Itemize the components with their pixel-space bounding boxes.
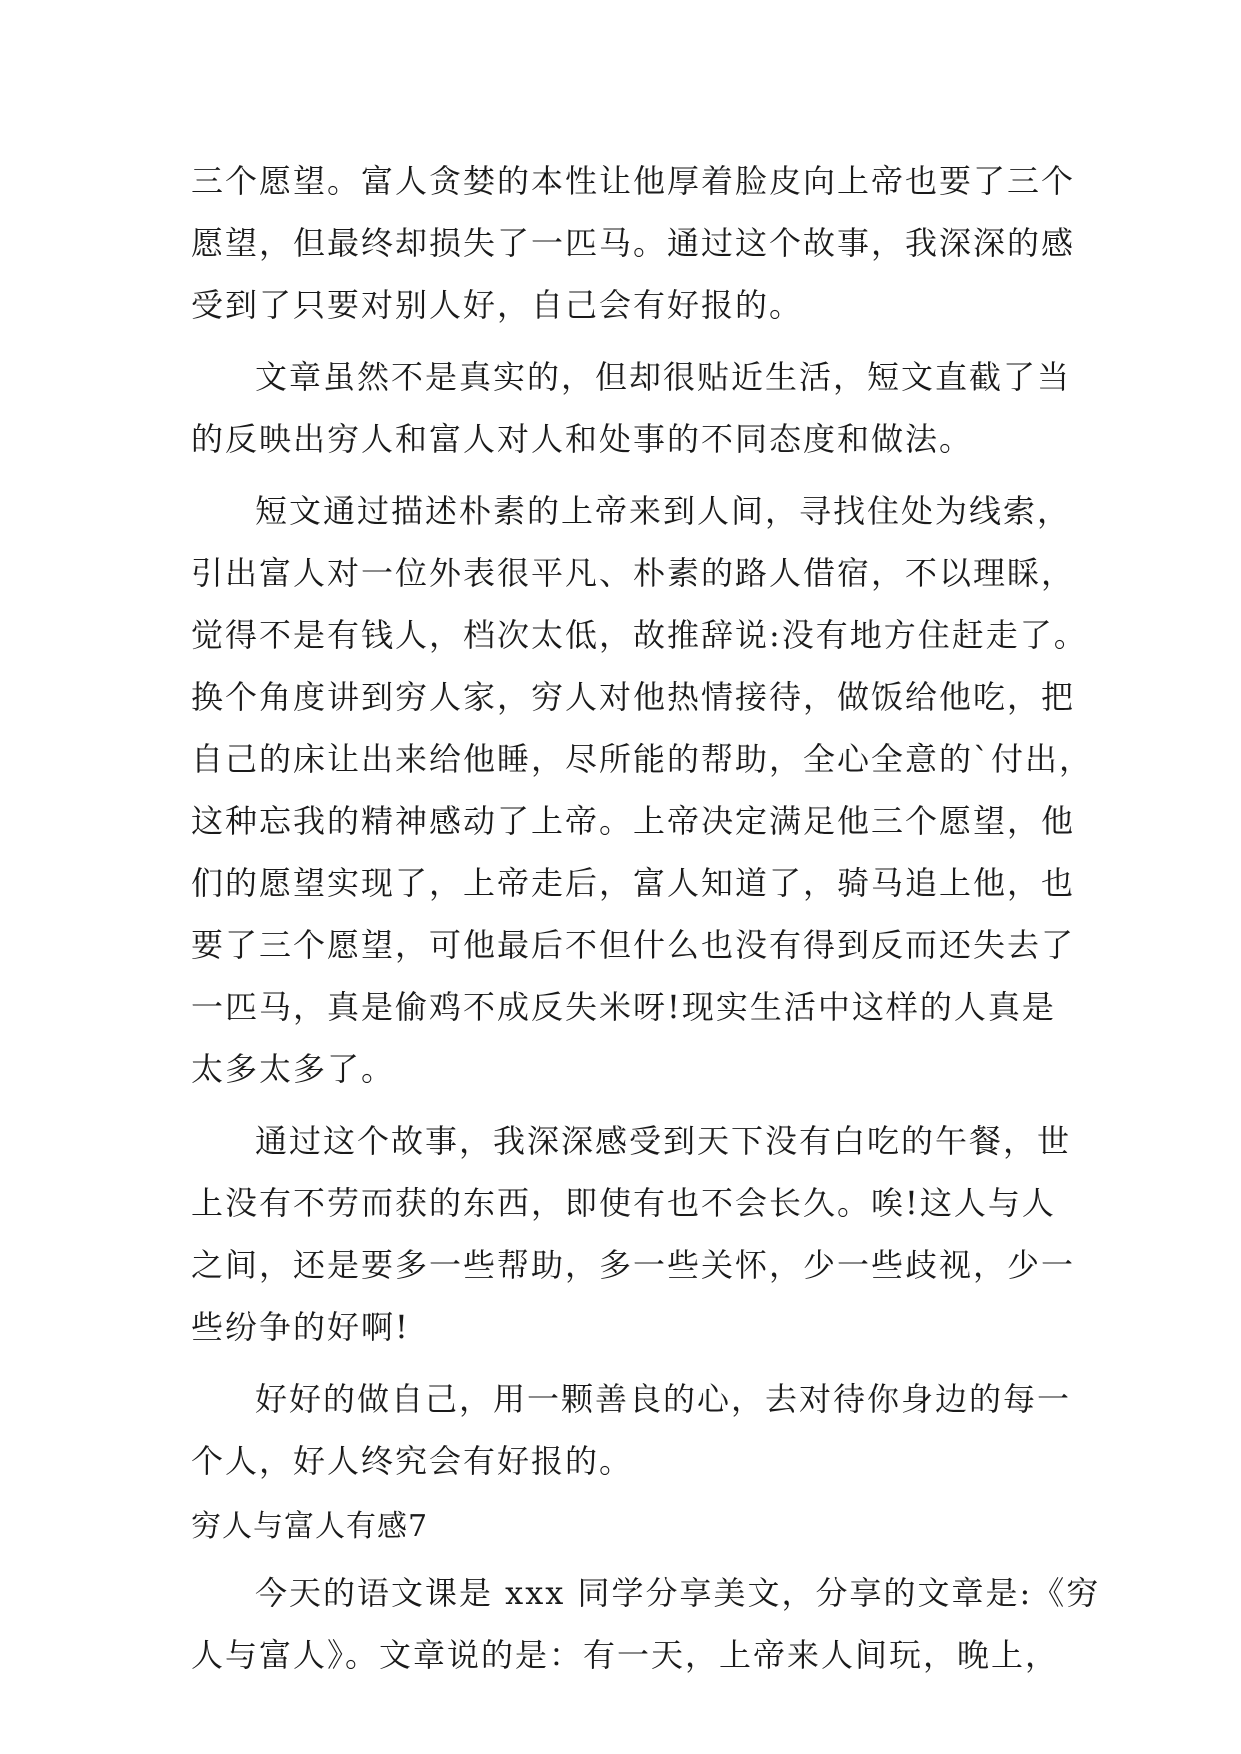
- text-line: 今天的语文课是 xxx 同学分享美文，分享的文章是:《穷: [255, 1574, 1101, 1612]
- text-line: 些纷争的好啊!: [191, 1308, 410, 1346]
- text-line: 这种忘我的精神感动了上帝。上帝决定满足他三个愿望，他: [191, 802, 1076, 840]
- section-heading: 穷人与富人有感7: [191, 1509, 429, 1544]
- text-line: 觉得不是有钱人，档次太低，故推辞说:没有地方住赶走了。: [191, 616, 1088, 654]
- paragraph-4: [191, 1110, 1076, 1358]
- text-line: 引出富人对一位外表很平凡、朴素的路人借宿，不以理睬，: [191, 554, 1076, 592]
- paragraph-6: [191, 1562, 1101, 1686]
- text-line: 要了三个愿望，可他最后不但什么也没有得到反而还失去了: [191, 926, 1076, 964]
- text-line: 好好的做自己，用一颗善良的心，去对待你身边的每一: [255, 1380, 1072, 1418]
- text-line: 愿望，但最终却损失了一匹马。通过这个故事，我深深的感: [191, 224, 1076, 262]
- paragraph-3: [191, 480, 1094, 1100]
- text-line: 短文通过描述朴素的上帝来到人间，寻找住处为线索，: [255, 492, 1072, 530]
- text-line: 们的愿望实现了，上帝走后，富人知道了，骑马追上他，也: [191, 864, 1076, 902]
- text-line: 换个角度讲到穷人家，穷人对他热情接待，做饭给他吃，把: [191, 678, 1076, 716]
- text-line: 三个愿望。富人贪婪的本性让他厚着脸皮向上帝也要了三个: [191, 162, 1076, 200]
- text-line: 人与富人》。文章说的是：有一天，上帝来人间玩，晚上，: [191, 1636, 1060, 1674]
- paragraph-2: [191, 346, 1071, 470]
- text-line: 受到了只要对别人好，自己会有好报的。: [191, 286, 804, 324]
- paragraph-5: [191, 1368, 1071, 1492]
- text-line: 个人，好人终究会有好报的。: [191, 1442, 634, 1480]
- text-line: 一匹马，真是偷鸡不成反失米呀!现实生活中这样的人真是: [191, 988, 1056, 1026]
- document-body: [191, 150, 1101, 1696]
- text-line: 上没有不劳而获的东西，即使有也不会长久。唉!这人与人: [191, 1184, 1056, 1222]
- text-line: 的反映出穷人和富人对人和处事的不同态度和做法。: [191, 420, 974, 458]
- paragraph-1: [191, 150, 1076, 336]
- text-line: 自己的床让出来给他睡，尽所能的帮助，全心全意的`付出，: [191, 740, 1094, 778]
- text-line: 太多太多了。: [191, 1050, 396, 1088]
- text-line: 通过这个故事，我深深感受到天下没有白吃的午餐，世: [255, 1122, 1072, 1160]
- text-line: 文章虽然不是真实的，但却很贴近生活，短文直截了当: [255, 358, 1072, 396]
- text-line: 之间，还是要多一些帮助，多一些关怀，少一些歧视，少一: [191, 1246, 1076, 1284]
